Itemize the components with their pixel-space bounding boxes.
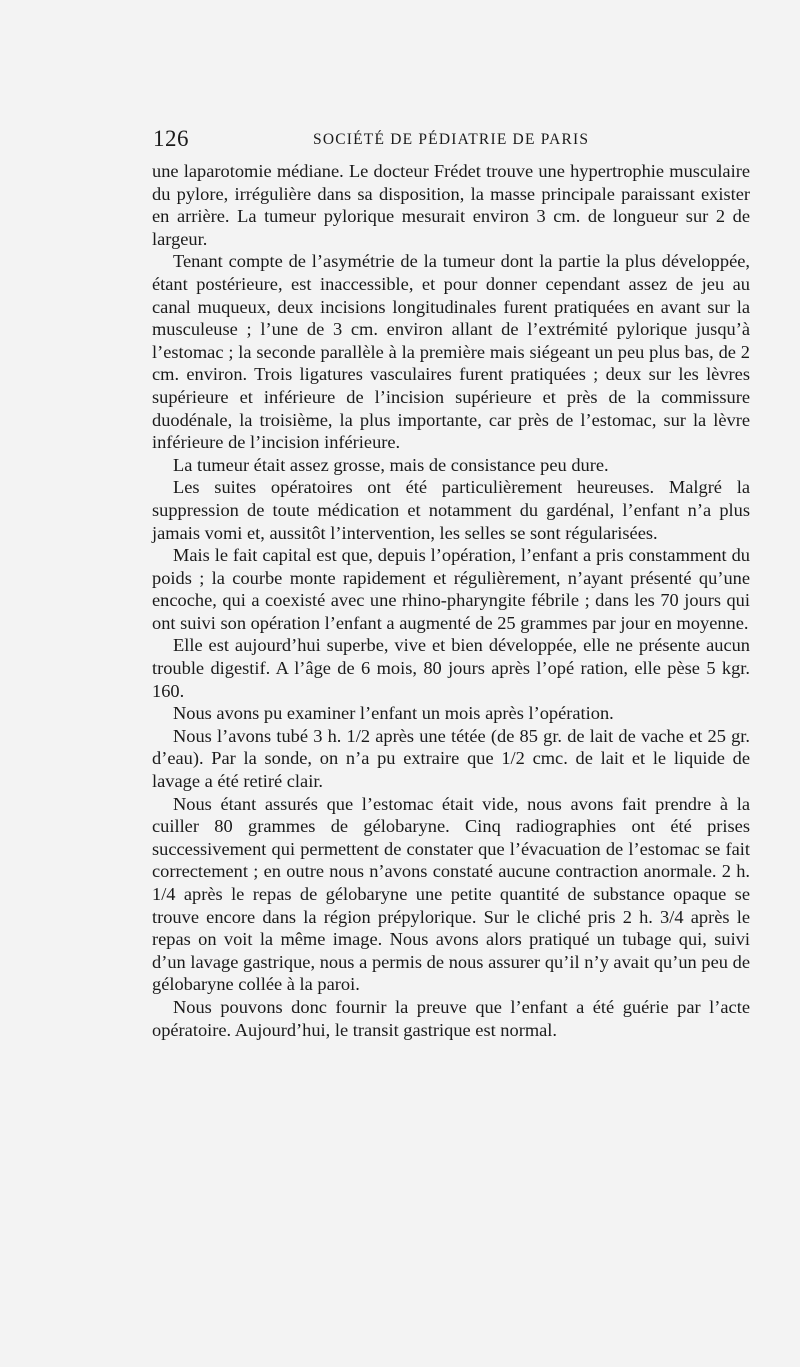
body-text xyxy=(152,160,750,1041)
page-number: 126 xyxy=(153,126,189,151)
paragraph-incisions: Tenant compte de l’asymétrie de la tumeur dont la partie la plus développée, étant postérieure, est inaccessible, et pour donner cependant assez de jeu au canal muqueux, deux incisions longitudinales furent pratiquées en avant sur la musculeuse ; l’une de 3 cm. environ allant de l’extrémité pylorique jusqu’à l’estomac ; la seconde parallèle à la première mais siégeant un peu plus bas, de 2 cm. environ. Trois ligatures vasculaires furent pratiquées ; deux sur les lèvres supérieure et inférieure de l’incision supérieure et près de la commissure duodénale, la troisième, la plus importante, car près de l’estomac, sur la lèvre inférieure de l’incision inférieure. xyxy=(152,251,750,453)
paragraph-weight-gain: Mais le fait capital est que, depuis l’opération, l’enfant a pris constamment du poids ; la courbe monte rapidement et régulièrement, n’ayant présenté qu’une encoche, qui a coexisté avec une rhino-pharyngite fébrile ; dans les 70 jours qui ont suivi son opération l’enfant a augmenté de 25 grammes par jour en moyenne. xyxy=(152,545,750,633)
paragraph-radiography: Nous étant assurés que l’estomac était vide, nous avons fait prendre à la cuiller 80 grammes de gélobaryne. Cinq radiographies ont été prises successivement qui permettent de constater que l’évacuation de l’estomac se fait correctement ; en outre nous n’avons constaté aucune contraction anormale. 2 h. 1/4 après le repas de gélobaryne une petite quantité de substance opaque se trouve encore dans la région prépylorique. Sur le cliché pris 2 h. 3/4 après le repas on voit la même image. Nous avons alors pratiqué un tubage qui, suivi d’un lavage gastrique, nous a permis de nous assurer qu’il n’y avait qu’un peu de gélobaryne collée à la paroi. xyxy=(152,793,750,995)
paragraph-tumor: La tumeur était assez grosse, mais de consistance peu dure. xyxy=(173,454,609,475)
paragraph-current-state: Elle est aujourd’hui superbe, vive et bien développée, elle ne présente aucun trouble digestif. A l’âge de 6 mois, 80 jours après l’opé ration, elle pèse 5 kgr. 160. xyxy=(152,635,750,701)
paragraph-tubage: Nous l’avons tubé 3 h. 1/2 après une tétée (de 85 gr. de lait de vache et 25 gr. d’eau). Par la sonde, on n’a pu extraire que 1/2 cmc. de lait et le liquide de lavage a été retiré clair. xyxy=(152,725,750,792)
paragraph-continuation: une laparotomie médiane. Le docteur Frédet trouve une hypertrophie musculaire du pylore, irrégulière dans sa disposition, la masse principale paraissant exister en arrière. La tumeur pylorique mesurait environ 3 cm. de longueur sur 2 de largeur. xyxy=(152,161,750,249)
running-title: SOCIÉTÉ DE PÉDIATRIE DE PARIS xyxy=(313,131,590,148)
paragraph-conclusion: Nous pouvons donc fournir la preuve que l’enfant a été guérie par l’acte opératoire. Aujourd’hui, le transit gastrique est normal. xyxy=(152,996,750,1040)
paragraph-examination: Nous avons pu examiner l’enfant un mois après l’opération. xyxy=(173,703,614,724)
paragraph-postoperative: Les suites opératoires ont été particulièrement heureuses. Malgré la suppression de toute médication et notamment du gardénal, l’enfant n’a plus jamais vomi et, aussitôt l’intervention, les selles se sont régularisées. xyxy=(152,477,750,543)
page-header xyxy=(153,126,753,156)
